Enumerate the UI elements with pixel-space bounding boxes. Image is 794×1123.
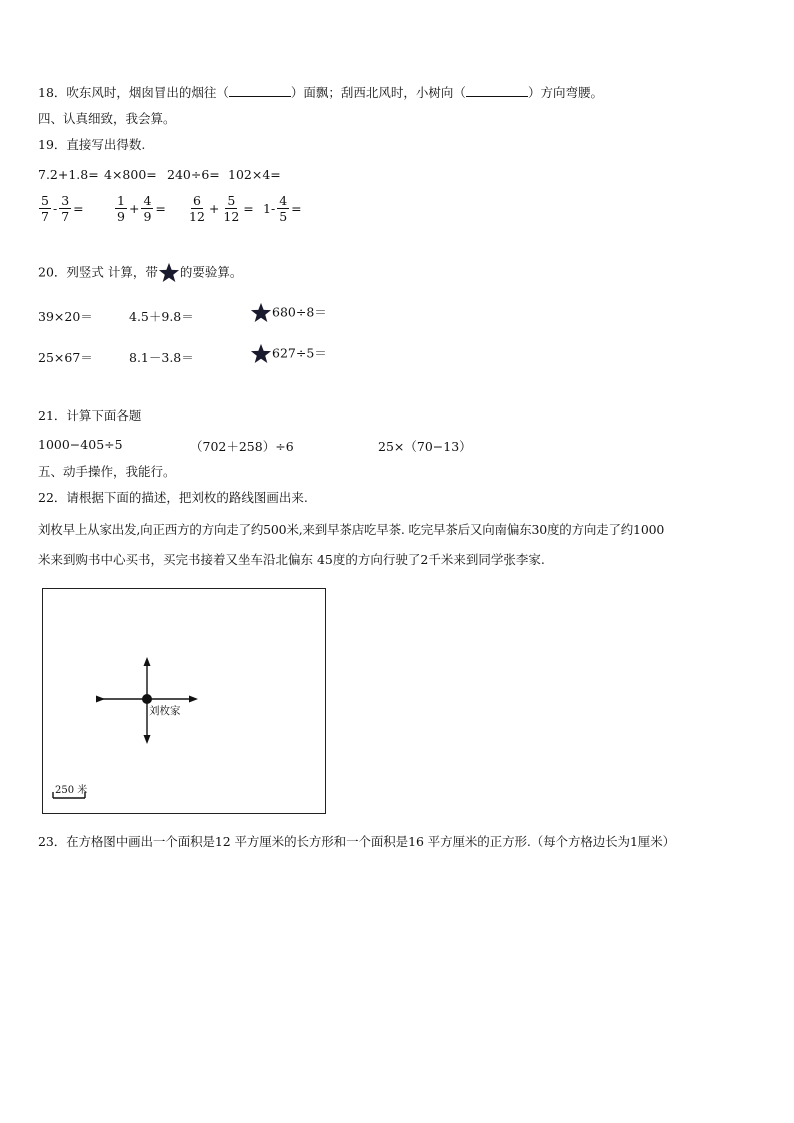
fraction-equals: = [291,201,302,216]
q19-fraction-3 [186,193,255,224]
q19-item-4: 102×4= [228,167,281,182]
fraction-equals: = [73,201,84,216]
fraction-equals: = [155,201,166,216]
fraction-denominator: 9 [143,209,152,224]
fraction-numerator: 5 [227,193,236,208]
q19-title: 19．直接写出得数. [38,137,146,152]
fraction-denominator: 5 [279,209,288,224]
home-label: 刘枚家 [149,705,181,717]
route-map-frame [42,588,326,814]
q20-r2-item-1: 25×67＝ [38,350,93,365]
section4-heading: 四、认真细致，我会算。 [38,111,176,126]
q20-title [38,262,242,284]
q21-item-1: 1000−405÷5 [38,437,123,452]
compass-cross-icon [43,589,324,812]
fraction-operator: - [52,201,58,216]
fraction-numerator: 4 [143,193,152,208]
fraction-denominator: 9 [117,209,125,224]
q20-title-a: 20．列竖式 计算，带 [38,264,158,280]
q20-r2-item-3-text: 627÷5＝ [272,345,327,361]
q22-paragraph-2: 米来到购书中心买书，买完书接着又坐车沿北偏东 45度的方向行驶了2千米来到同学张李家. [38,552,545,567]
q20-title-b: 的要验算。 [179,264,243,280]
q20-r1-item-3-text: 680÷8＝ [272,304,327,320]
fraction-denominator: 7 [61,209,70,224]
q22-title: 22．请根据下面的描述，把刘枚的路线图画出来. [38,490,308,505]
fraction-numerator: 5 [41,193,49,208]
q20-r2-item-3 [250,343,327,365]
section5-heading: 五、动手操作，我能行。 [38,464,176,479]
fraction-numerator: 1 [117,193,125,208]
fraction-numerator: 3 [61,193,70,208]
q22-paragraph-1: 刘枚早上从家出发,向正西方的方向走了约500米,来到早茶店吃早茶. 吃完早茶后又向南偏东30度的方向走了约1000 [38,522,665,537]
q18-text-a: 18．吹东风时，烟囱冒出的烟往（ [38,85,229,100]
star-icon [250,343,272,365]
q19-item-2: 4×800= [104,167,157,182]
q21-item-2: （702＋258）÷6 [190,439,294,454]
star-icon [250,302,272,324]
q18-blank-2[interactable] [466,84,528,97]
fraction-denominator: 12 [189,209,205,224]
q18-text-b: ）面飘；刮西北风时，小树向（ [290,85,466,100]
q20-r1-item-3 [250,302,327,324]
q21-title: 21．计算下面各题 [38,408,142,423]
q19-fraction-2 [114,193,167,224]
q20-r1-item-1: 39×20＝ [38,309,93,324]
q19-item-3: 240÷6= [167,167,220,182]
scale-label: 250 米 [55,785,88,796]
fraction-operator: + [208,201,220,216]
fraction-numerator: 6 [192,193,201,208]
fraction-numerator: 4 [279,193,288,208]
q20-r2-item-2: 8.1－3.8＝ [129,350,194,365]
q19-item-1: 7.2+1.8= [38,167,99,182]
fraction-operator: + [128,201,140,216]
fraction-equals: = [243,201,254,216]
q20-r1-item-2: 4.5＋9.8＝ [129,309,194,324]
q18-blank-1[interactable] [229,84,291,97]
star-icon [158,262,180,284]
q19-fraction-4 [262,193,303,224]
q21-item-3: 25×（70−13） [378,439,472,454]
q18-text-c: ）方向弯腰。 [527,85,603,100]
q18-line [38,83,603,101]
fraction-lead: 1- [263,201,276,216]
q23-text: 23．在方格图中画出一个面积是12 平方厘米的长方形和一个面积是16 平方厘米的正方形.（每个方格边长为1厘米） [38,834,675,849]
fraction-denominator: 12 [223,209,240,224]
q19-fraction-1 [38,193,85,224]
fraction-denominator: 7 [41,209,49,224]
